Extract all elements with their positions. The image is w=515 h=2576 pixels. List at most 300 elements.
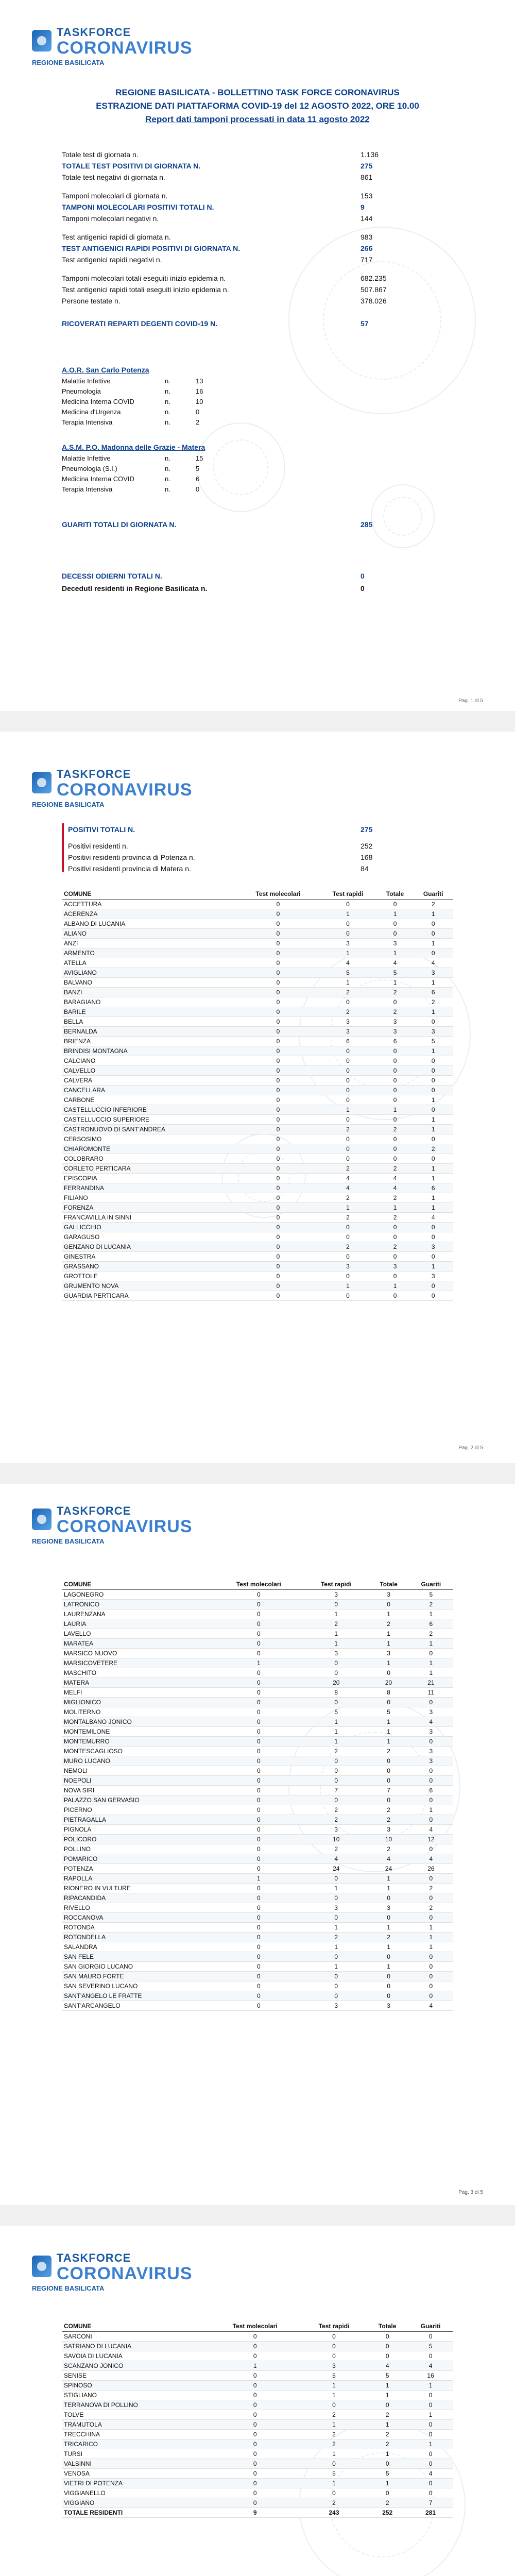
brand-top: TASKFORCE — [57, 2251, 131, 2264]
value-cell: 4 — [367, 2361, 408, 2371]
column-header: Totale — [377, 889, 414, 900]
comune-cell: ROCCANOVA — [62, 1913, 213, 1923]
comune-cell: SARCONI — [62, 2332, 209, 2342]
value-cell: 26 — [409, 1864, 453, 1874]
positivi-label: POSITIVI TOTALI N. — [68, 825, 135, 834]
report-title: Report dati tamponi processati in data 11 agosto 2022 — [145, 114, 370, 124]
value-cell: 6 — [409, 1786, 453, 1795]
comune-cell: TRECCHINA — [62, 2430, 209, 2439]
comune-cell: MASCHITO — [62, 1668, 213, 1678]
table-row — [62, 2342, 453, 2351]
value-cell: 0 — [377, 1066, 414, 1076]
brand-name: CORONAVIRUS — [57, 2264, 193, 2283]
value-cell: 4 — [413, 1213, 453, 1223]
value-cell: 3 — [409, 1747, 453, 1756]
value-cell: 5 — [319, 968, 377, 978]
stat-value: 378.026 — [360, 297, 387, 305]
stat-label: RICOVERATI REPARTI DEGENTI COVID-19 N. — [62, 319, 218, 328]
comune-cell: RAPOLLA — [62, 1874, 213, 1884]
region-label: REGIONE BASILICATA — [32, 59, 105, 66]
value-cell: 2 — [304, 1747, 368, 1756]
value-cell: 1 — [368, 1942, 408, 1952]
comune-cell: CASTELLUCCIO SUPERIORE — [62, 1115, 237, 1125]
value-cell: 0 — [304, 1668, 368, 1678]
comune-cell: SENISE — [62, 2371, 209, 2381]
value-cell: 0 — [237, 948, 319, 958]
ward-unit: n. — [165, 408, 170, 416]
table-row — [62, 1854, 453, 1864]
value-cell: 1 — [413, 1125, 453, 1134]
column-header: Totale — [368, 1579, 408, 1590]
value-cell: 0 — [237, 1134, 319, 1144]
comune-cell: ALBANO DI LUCANIA — [62, 919, 237, 929]
value-cell: 1 — [409, 1805, 453, 1815]
value-cell: 2 — [304, 1815, 368, 1825]
value-cell: 0 — [213, 1835, 304, 1844]
comune-cell: VIGGIANO — [62, 2498, 209, 2508]
value-cell: 1 — [413, 1193, 453, 1203]
virus-watermark — [196, 422, 285, 512]
comune-cell: CASTRONUOVO DI SANT'ANDREA — [62, 1125, 237, 1134]
value-cell: 0 — [237, 929, 319, 939]
value-cell: 0 — [209, 2381, 301, 2391]
value-cell: 0 — [237, 1272, 319, 1281]
value-cell: 1 — [319, 1281, 377, 1291]
comune-cell: POLICORO — [62, 1835, 213, 1844]
comune-cell: LAURENZANA — [62, 1609, 213, 1619]
value-cell: 1 — [304, 1884, 368, 1893]
value-cell: 0 — [377, 1272, 414, 1281]
decessi-res-value: 0 — [360, 584, 365, 592]
value-cell: 0 — [409, 1874, 453, 1884]
value-cell: 1 — [413, 939, 453, 948]
value-cell: 0 — [319, 1291, 377, 1301]
brand-top: TASKFORCE — [57, 768, 131, 781]
guariti-value: 285 — [360, 520, 373, 529]
value-cell: 0 — [209, 2439, 301, 2449]
ward-label: Pneumologia (S.I.) — [62, 465, 117, 472]
table-row — [62, 900, 453, 909]
value-cell: 0 — [237, 1281, 319, 1291]
comune-cell: CARBONE — [62, 1095, 237, 1105]
table-row — [62, 997, 453, 1007]
comune-cell: TURSI — [62, 2449, 209, 2459]
comune-cell: TRICARICO — [62, 2439, 209, 2449]
value-cell: 0 — [213, 1844, 304, 1854]
comune-cell: TRAMUTOLA — [62, 2420, 209, 2430]
stat-label: Tamponi molecolari totali eseguiti inizio epidemia n. — [62, 274, 226, 282]
table-row — [62, 1203, 453, 1213]
comune-cell: RIPACANDIDA — [62, 1893, 213, 1903]
stat-value: 153 — [360, 192, 373, 200]
value-cell: 0 — [213, 1717, 304, 1727]
value-cell: 3 — [409, 1756, 453, 1766]
table-row — [62, 1649, 453, 1658]
comune-cell: MARATEA — [62, 1639, 213, 1649]
virus-watermark — [371, 484, 435, 548]
ward-label: Medicina Interna COVID — [62, 398, 134, 405]
value-cell: 0 — [413, 1134, 453, 1144]
guariti-label: GUARITI TOTALI DI GIORNATA N. — [62, 520, 177, 529]
value-cell: 0 — [237, 1262, 319, 1272]
column-header: COMUNE — [62, 889, 237, 900]
value-cell: 3 — [304, 2001, 368, 2011]
value-cell: 4 — [409, 1825, 453, 1835]
stat-label: Tamponi molecolari di giornata n. — [62, 192, 168, 200]
ward-unit: n. — [165, 387, 170, 395]
value-cell: 1 — [301, 2391, 367, 2400]
value-cell: 2 — [409, 1884, 453, 1893]
comune-cell: CASTELLUCCIO INFERIORE — [62, 1105, 237, 1115]
value-cell: 0 — [319, 1252, 377, 1262]
value-cell: 1 — [368, 1962, 408, 1972]
value-cell: 0 — [377, 1076, 414, 1086]
positivi-value: 275 — [360, 825, 373, 834]
comune-cell: MONTEMILONE — [62, 1727, 213, 1737]
value-cell: 3 — [368, 1649, 408, 1658]
table-row — [62, 1884, 453, 1893]
comune-cell: GINESTRA — [62, 1252, 237, 1262]
value-cell: 0 — [368, 1795, 408, 1805]
value-cell: 5 — [367, 2469, 408, 2479]
value-cell: 3 — [368, 1903, 408, 1913]
value-cell: 0 — [213, 1903, 304, 1913]
value-cell: 0 — [319, 1232, 377, 1242]
table-row — [62, 2400, 453, 2410]
taskforce-logo — [32, 26, 193, 66]
value-cell: 1 — [209, 2361, 301, 2371]
value-cell: 0 — [377, 919, 414, 929]
total-value: 252 — [367, 2508, 408, 2518]
value-cell: 0 — [413, 919, 453, 929]
table-row — [62, 1835, 453, 1844]
value-cell: 10 — [304, 1835, 368, 1844]
value-cell: 0 — [304, 1766, 368, 1776]
table-row — [62, 1017, 453, 1027]
value-cell: 1 — [408, 2439, 453, 2449]
value-cell: 3 — [377, 939, 414, 948]
value-cell: 3 — [413, 1027, 453, 1037]
table-row — [62, 1688, 453, 1698]
value-cell: 0 — [377, 1046, 414, 1056]
table-row — [62, 2381, 453, 2391]
table-row — [62, 1105, 453, 1115]
value-cell: 1 — [377, 948, 414, 958]
comune-cell: TOLVE — [62, 2410, 209, 2420]
ward-value: 10 — [196, 398, 203, 405]
page-2 — [0, 732, 515, 1463]
value-cell: 0 — [237, 1115, 319, 1125]
value-cell: 5 — [368, 1707, 408, 1717]
value-cell: 0 — [237, 1213, 319, 1223]
comune-cell: SAN MAURO FORTE — [62, 1972, 213, 1981]
ward-unit: n. — [165, 418, 170, 426]
comune-cell: GRUMENTO NOVA — [62, 1281, 237, 1291]
value-cell: 0 — [408, 2488, 453, 2498]
comune-cell: MIGLIONICO — [62, 1698, 213, 1707]
value-cell: 2 — [413, 997, 453, 1007]
value-cell: 0 — [409, 1962, 453, 1972]
table-row — [62, 1164, 453, 1174]
value-cell: 4 — [319, 958, 377, 968]
value-cell: 2 — [367, 2430, 408, 2439]
ward-value: 6 — [196, 475, 200, 483]
value-cell: 0 — [368, 1668, 408, 1678]
value-cell: 0 — [304, 1893, 368, 1903]
value-cell: 0 — [413, 1076, 453, 1086]
comune-cell: LAURIA — [62, 1619, 213, 1629]
value-cell: 0 — [213, 1629, 304, 1639]
table-row — [62, 939, 453, 948]
table-row — [62, 1913, 453, 1923]
comune-cell: VENOSA — [62, 2469, 209, 2479]
value-cell: 2 — [368, 1815, 408, 1825]
value-cell: 3 — [377, 1017, 414, 1027]
page-separator — [0, 1463, 515, 1484]
comune-cell: GENZANO DI LUCANIA — [62, 1242, 237, 1252]
stat-value: 275 — [360, 162, 373, 170]
value-cell: 0 — [368, 1981, 408, 1991]
comune-cell: STIGLIANO — [62, 2391, 209, 2400]
comune-cell: LAVELLO — [62, 1629, 213, 1639]
stat-value: 57 — [360, 319, 369, 328]
table-row — [62, 1046, 453, 1056]
value-cell: 24 — [304, 1864, 368, 1874]
value-cell: 1 — [368, 1737, 408, 1747]
column-header: Guariti — [409, 1579, 453, 1590]
value-cell: 1 — [304, 1923, 368, 1933]
value-cell: 1 — [319, 948, 377, 958]
comune-cell: SATRIANO DI LUCANIA — [62, 2342, 209, 2351]
value-cell: 1 — [368, 1609, 408, 1619]
brand-name: CORONAVIRUS — [57, 38, 193, 58]
value-cell: 4 — [409, 1717, 453, 1727]
comune-cell: FRANCAVILLA IN SINNI — [62, 1213, 237, 1223]
table-row — [62, 1893, 453, 1903]
value-cell: 2 — [368, 1619, 408, 1629]
value-cell: 0 — [413, 1066, 453, 1076]
table-row — [62, 1747, 453, 1756]
value-cell: 1 — [319, 909, 377, 919]
value-cell: 0 — [367, 2351, 408, 2361]
comune-cell: VIGGIANELLO — [62, 2488, 209, 2498]
brand-name: CORONAVIRUS — [57, 1517, 193, 1536]
value-cell: 0 — [304, 1972, 368, 1981]
stat-value: 1.136 — [360, 150, 379, 159]
value-cell: 3 — [413, 968, 453, 978]
value-cell: 0 — [408, 2391, 453, 2400]
value-cell: 0 — [237, 909, 319, 919]
value-cell: 0 — [319, 1154, 377, 1164]
value-cell: 0 — [209, 2351, 301, 2361]
value-cell: 1 — [409, 1923, 453, 1933]
table-row — [62, 1281, 453, 1291]
comune-cell: FORENZA — [62, 1203, 237, 1213]
page-separator — [0, 711, 515, 732]
table-row — [62, 1991, 453, 2001]
value-cell: 1 — [413, 1203, 453, 1213]
value-cell: 0 — [237, 1154, 319, 1164]
table-row — [62, 1972, 453, 1981]
table-row — [62, 1668, 453, 1678]
value-cell: 0 — [304, 1952, 368, 1962]
stat-label: Totale test di giornata n. — [62, 150, 139, 159]
value-cell: 2 — [319, 1193, 377, 1203]
value-cell: 1 — [304, 1727, 368, 1737]
table-row — [62, 1737, 453, 1747]
value-cell: 1 — [367, 2479, 408, 2488]
value-cell: 0 — [213, 1952, 304, 1962]
table-row — [62, 1232, 453, 1242]
value-cell: 6 — [409, 1619, 453, 1629]
value-cell: 0 — [368, 1893, 408, 1903]
value-cell: 3 — [377, 1027, 414, 1037]
value-cell: 1 — [319, 1105, 377, 1115]
comune-cell: FERRANDINA — [62, 1183, 237, 1193]
value-cell: 2 — [413, 1144, 453, 1154]
positivi-value: 252 — [360, 842, 373, 850]
value-cell: 2 — [319, 1125, 377, 1134]
value-cell: 2 — [367, 2410, 408, 2420]
value-cell: 3 — [409, 1727, 453, 1737]
comune-cell: POTENZA — [62, 1864, 213, 1874]
comune-cell: BANZI — [62, 988, 237, 997]
table-row — [62, 1193, 453, 1203]
value-cell: 0 — [209, 2479, 301, 2488]
value-cell: 1 — [409, 1668, 453, 1678]
value-cell: 0 — [368, 1972, 408, 1981]
value-cell: 1 — [367, 2449, 408, 2459]
ward-unit: n. — [165, 377, 170, 385]
table-row — [62, 919, 453, 929]
positivi-marker — [62, 823, 64, 872]
table-row — [62, 929, 453, 939]
value-cell: 0 — [213, 2001, 304, 2011]
value-cell: 0 — [367, 2342, 408, 2351]
value-cell: 0 — [237, 997, 319, 1007]
value-cell: 1 — [409, 1933, 453, 1942]
table-row — [62, 1037, 453, 1046]
value-cell: 0 — [304, 1756, 368, 1766]
table-row — [62, 1903, 453, 1913]
value-cell: 1 — [408, 2410, 453, 2420]
value-cell: 0 — [237, 1125, 319, 1134]
value-cell: 0 — [409, 1991, 453, 2001]
table-row — [62, 1815, 453, 1825]
decessi-value: 0 — [360, 572, 365, 580]
comuni-table — [62, 2321, 453, 2518]
comune-cell: BRIENZA — [62, 1037, 237, 1046]
value-cell: 0 — [301, 2459, 367, 2469]
comune-cell: MURO LUCANO — [62, 1756, 213, 1766]
decessi-label: DECESSI ODIERNI TOTALI N. — [62, 572, 162, 580]
value-cell: 1 — [304, 1962, 368, 1972]
value-cell: 0 — [408, 2479, 453, 2488]
stat-value: 9 — [360, 203, 365, 211]
value-cell: 0 — [213, 1688, 304, 1698]
table-row — [62, 2479, 453, 2488]
value-cell: 0 — [237, 978, 319, 988]
value-cell: 0 — [213, 1737, 304, 1747]
table-row — [62, 2001, 453, 2011]
value-cell: 0 — [409, 1737, 453, 1747]
value-cell: 1 — [413, 1164, 453, 1174]
value-cell: 1 — [368, 1923, 408, 1933]
value-cell: 20 — [304, 1678, 368, 1688]
value-cell: 2 — [409, 1600, 453, 1609]
comune-cell: PIGNOLA — [62, 1825, 213, 1835]
value-cell: 0 — [304, 1991, 368, 2001]
value-cell: 0 — [377, 1086, 414, 1095]
value-cell: 0 — [237, 1174, 319, 1183]
table-row — [62, 1095, 453, 1105]
value-cell: 5 — [301, 2469, 367, 2479]
value-cell: 0 — [408, 2332, 453, 2342]
value-cell: 0 — [237, 1086, 319, 1095]
value-cell: 3 — [368, 1825, 408, 1835]
value-cell: 1 — [408, 2381, 453, 2391]
value-cell: 0 — [213, 1864, 304, 1874]
value-cell: 0 — [213, 1884, 304, 1893]
value-cell: 0 — [237, 1203, 319, 1213]
value-cell: 0 — [209, 2459, 301, 2469]
virus-logo-icon — [32, 2256, 52, 2277]
comune-cell: SCANZANO JONICO — [62, 2361, 209, 2371]
value-cell: 1 — [304, 1737, 368, 1747]
extraction-title: ESTRAZIONE DATI PIATTAFORMA COVID-19 del 12 AGOSTO 2022, ORE 10.00 — [96, 101, 419, 111]
comune-cell: ATELLA — [62, 958, 237, 968]
value-cell: 5 — [408, 2342, 453, 2351]
value-cell: 1 — [368, 1717, 408, 1727]
value-cell: 0 — [319, 929, 377, 939]
value-cell: 1 — [367, 2381, 408, 2391]
value-cell: 1 — [377, 978, 414, 988]
value-cell: 0 — [409, 1649, 453, 1658]
value-cell: 0 — [304, 1658, 368, 1668]
total-value: 9 — [209, 2508, 301, 2518]
value-cell: 2 — [377, 1193, 414, 1203]
value-cell: 2 — [319, 1242, 377, 1252]
table-row — [62, 1844, 453, 1854]
value-cell: 2 — [413, 900, 453, 909]
value-cell: 0 — [409, 1893, 453, 1903]
table-row — [62, 1678, 453, 1688]
value-cell: 4 — [413, 958, 453, 968]
comune-cell: ACCETTURA — [62, 900, 237, 909]
total-value: 243 — [301, 2508, 367, 2518]
value-cell: 3 — [413, 1242, 453, 1252]
table-row — [62, 2351, 453, 2361]
table-row — [62, 1981, 453, 1991]
page-4 — [0, 2226, 515, 2576]
value-cell: 0 — [213, 1825, 304, 1835]
value-cell: 0 — [304, 1874, 368, 1884]
brand-top: TASKFORCE — [57, 1504, 131, 1517]
value-cell: 0 — [368, 1913, 408, 1923]
comune-cell: SAN SEVERINO LUCANO — [62, 1981, 213, 1991]
comune-cell: ARMENTO — [62, 948, 237, 958]
value-cell: 0 — [213, 1913, 304, 1923]
value-cell: 0 — [413, 929, 453, 939]
virus-logo-icon — [32, 772, 52, 793]
comune-cell: GRASSANO — [62, 1262, 237, 1272]
table-row — [62, 2459, 453, 2469]
value-cell: 2 — [319, 988, 377, 997]
total-label: TOTALE RESIDENTI — [62, 2508, 209, 2518]
value-cell: 0 — [213, 1962, 304, 1972]
value-cell: 1 — [368, 1884, 408, 1893]
value-cell: 1 — [377, 1105, 414, 1115]
